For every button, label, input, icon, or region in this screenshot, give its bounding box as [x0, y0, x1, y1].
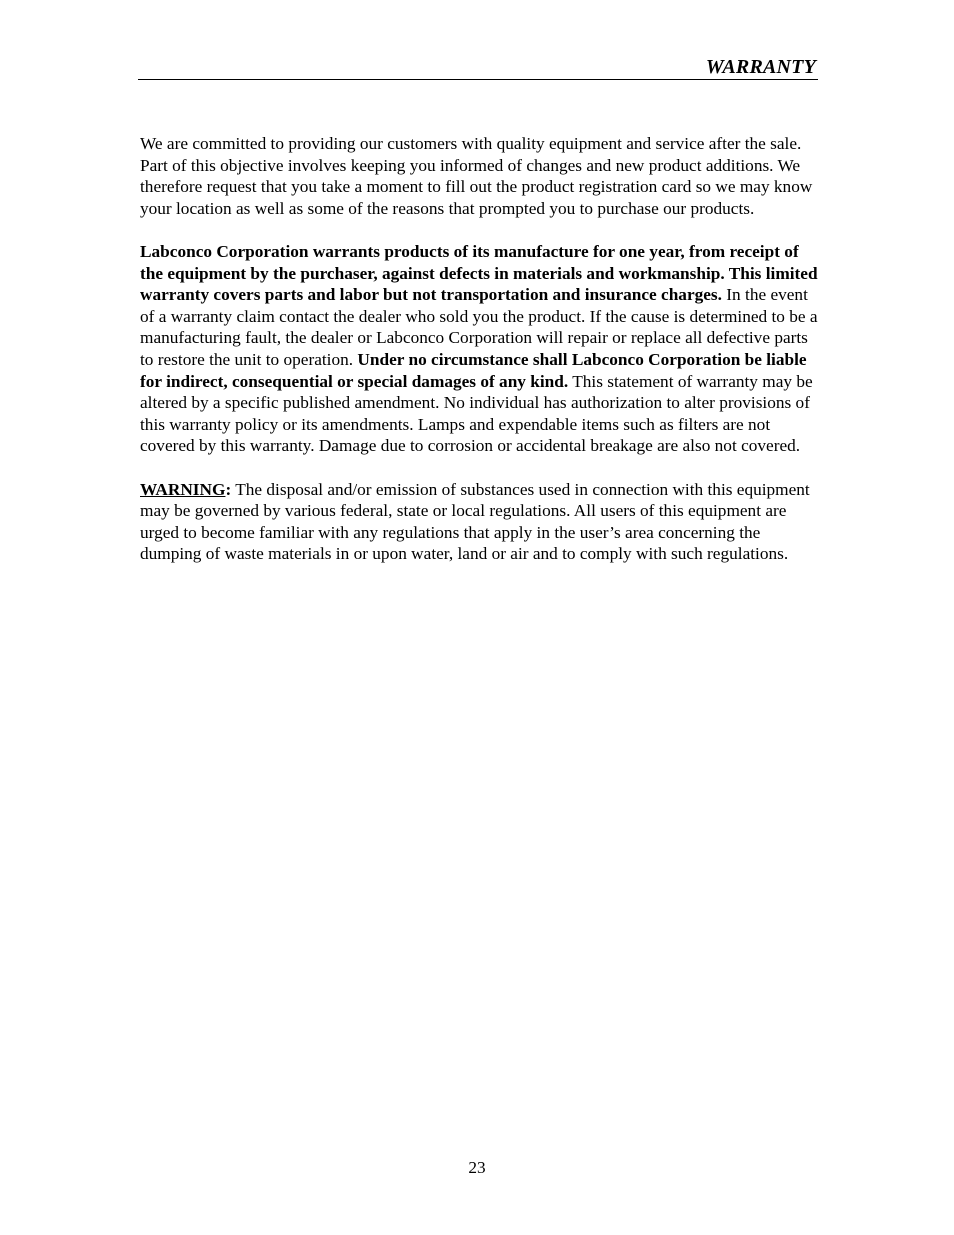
warranty-terms-bold: Labconco Corporation warrants products of its manufacture for one year, from receipt of the equipment by the purchaser, against defects in materials and workmanship. This limited warranty covers parts and labor but not transportation and insurance charges. [140, 241, 818, 305]
warning-text: The disposal and/or emission of substances used in connection with this equipment may be governed by various federal, state or local regulations. All users of this equipment are urged to become familiar with any regulations that apply in the user’s area concerning the dumping of waste materials in or upon water, land or air and to comply with such regulations. [140, 479, 810, 564]
liability-disclaimer-bold: Under no circumstance shall Labconco Corporation be liable for indirect, consequential or special damages of any kind. [140, 349, 807, 391]
warranty-paragraph [140, 241, 820, 457]
page-number: 23 [468, 1158, 486, 1177]
warranty-amendment-text: This statement of warranty may be altered by a specific published amendment. No individual has authorization to alter provisions of this warranty policy or its amendments. Lamps and expendable items such as filters are not covered by this warranty. Damage due to corrosion or accidental breakage are also not covered. [140, 371, 813, 456]
warranty-claim-text: In the event of a warranty claim contact the dealer who sold you the product. If the cause is determined to be a manufacturing fault, the dealer or Labconco Corporation will repair or replace all defective parts to restore the unit to operation. [140, 285, 818, 369]
warning-paragraph [140, 479, 820, 565]
header-divider [138, 79, 818, 80]
warning-colon: : [225, 479, 232, 499]
warning-label: WARNING [140, 479, 226, 499]
intro-paragraph: We are committed to providing our customers with quality equipment and service after the sale. Part of this objective involves keeping you informed of changes and new product additions. We therefore request that you take a moment to fill out the product registration card so we may know your location as well as some of the reasons that prompted you to purchase our products. [140, 134, 813, 218]
section-title: WARRANTY [705, 56, 816, 78]
page-content [140, 133, 820, 586]
